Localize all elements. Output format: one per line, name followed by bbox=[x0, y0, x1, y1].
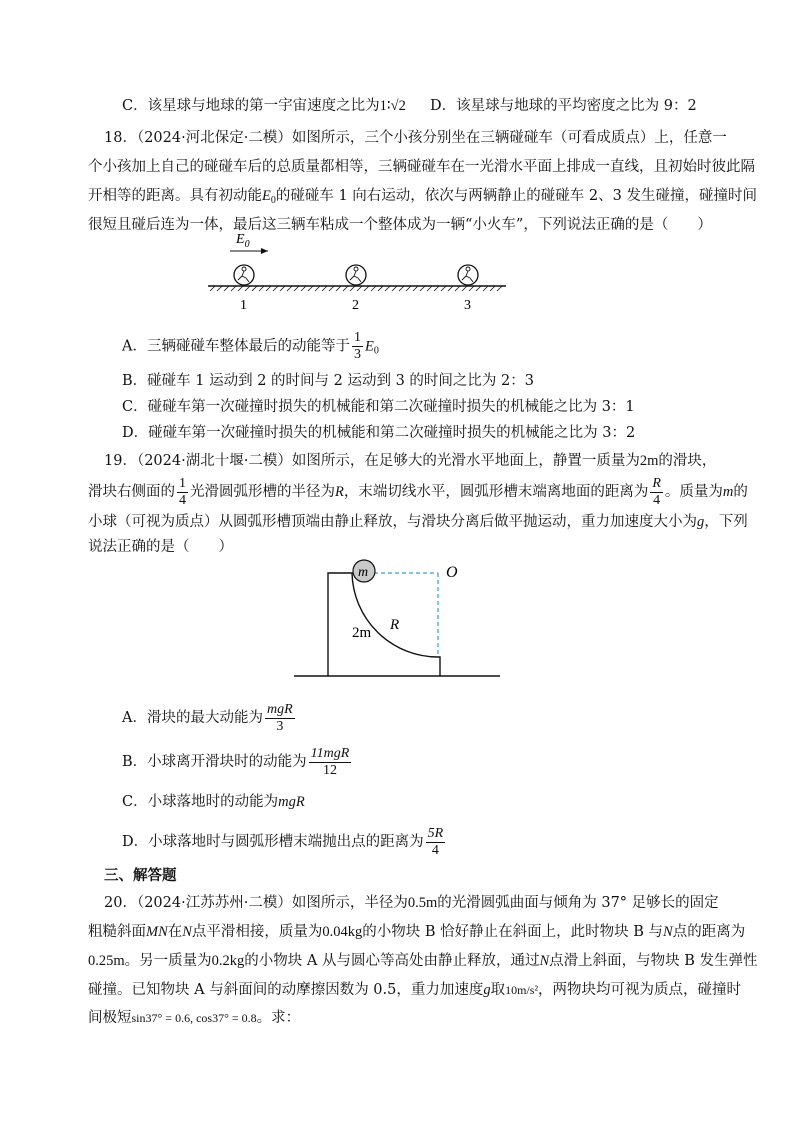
q20-stem-line-5 bbox=[88, 1008, 300, 1028]
q20-mass-b: 0.04kg bbox=[322, 924, 363, 940]
q19-option-d-num: 5R bbox=[427, 825, 444, 841]
q20-stem-2e: 点的距离为 bbox=[672, 924, 746, 940]
q20-stem-2d: 的小物块 B 恰好静止在斜面上，此时物块 B 与 bbox=[362, 924, 664, 940]
q18-bumper-car-2 bbox=[346, 265, 366, 285]
q18-e0-symbol: E bbox=[262, 188, 271, 204]
q19-option-a bbox=[122, 700, 297, 736]
q18-car-label-1: 1 bbox=[240, 298, 247, 313]
q18-option-a-e: E bbox=[364, 338, 374, 355]
q19-stem-2d: 。质量为 bbox=[664, 484, 723, 500]
q20-stem-2a: 粗糙斜面 bbox=[88, 924, 146, 940]
q18-fraction-numerator: 1 bbox=[353, 330, 361, 345]
q18-stem-line-2: 个小孩加上自己的碰碰车后的总质量都相等，三辆碰碰车在一光滑水平面上排成一直线，且初始时彼此隔 bbox=[88, 159, 755, 175]
q18-car-label-3: 3 bbox=[464, 298, 471, 313]
q19-radius-r: R bbox=[335, 484, 344, 500]
q20-point-n-3: N bbox=[539, 953, 550, 969]
q18-stem-line-4: 很短且碰后连为一体，最后这三辆车粘成一个整体成为一辆“小火车”，下列说法正确的是（ ） bbox=[88, 217, 712, 233]
section-title: 三、解答题 bbox=[104, 868, 177, 884]
q20-distance-value: 0.25m bbox=[88, 953, 125, 969]
q18-arrow-head bbox=[261, 248, 268, 254]
q19-gravity-g: g bbox=[697, 514, 705, 530]
q20-stem-line-2 bbox=[88, 922, 745, 942]
q19-stem-1a: 19．（2024·湖北十堰·二模）如图所示，在足够大的光滑水平地面上，静置一质量为 bbox=[104, 453, 640, 469]
q17-option-c bbox=[122, 96, 406, 116]
q19-option-d-fraction bbox=[426, 826, 446, 859]
q19-stem-2b: 光滑圆弧形槽的半径为 bbox=[190, 484, 335, 500]
q20-stem-1b: 的光滑圆弧曲面与倾角为 37° 足够长的固定 bbox=[437, 895, 719, 911]
q20-point-n: N bbox=[182, 924, 192, 940]
q20-stem-5a: 间极短 bbox=[88, 1010, 132, 1026]
q20-stem-4a: 碰撞。已知物块 A 与斜面间的动摩擦因数为 0.5，重力加速度 bbox=[88, 982, 484, 998]
q20-stem-3d: 点滑上斜面，与物块 B 发生弹性 bbox=[549, 953, 758, 969]
q18-stem-line-1: 18．（2024·河北保定·二模）如图所示，三个小孩分别坐在三辆碰碰车（可看成质点）上，任意一 bbox=[104, 130, 727, 146]
q20-stem-4c: ，两物块均可视为质点，碰撞时 bbox=[538, 982, 742, 998]
q19-option-a-fraction bbox=[265, 702, 295, 735]
q18-option-a-fraction bbox=[352, 330, 363, 363]
q19-slider-block bbox=[328, 573, 440, 676]
q19-option-b-num: 11mgR bbox=[310, 745, 350, 761]
q18-car-label-2: 2 bbox=[352, 298, 359, 313]
q19-frac1-den: 4 bbox=[179, 492, 186, 508]
q19-quarter-fraction bbox=[177, 476, 188, 509]
q20-stem-line-1 bbox=[104, 893, 719, 913]
q19-stem-line-4: 说法正确的是（ ） bbox=[88, 539, 233, 555]
q20-gravity-g: g bbox=[483, 982, 491, 998]
q19-radius-label: R bbox=[390, 617, 400, 633]
q19-option-a-num: mgR bbox=[266, 701, 293, 717]
q17-option-c-ratio: 1∶√2 bbox=[379, 98, 406, 114]
q20-stem-line-4 bbox=[88, 980, 741, 1000]
q17-option-d: D．该星球与地球的平均密度之比为 9：2 bbox=[430, 98, 697, 114]
q19-slider-arc-figure bbox=[290, 555, 510, 687]
q19-option-a-den: 3 bbox=[276, 718, 284, 734]
q19-option-b bbox=[122, 744, 353, 780]
q19-mass-m: m bbox=[722, 484, 734, 500]
q19-frac2-num: R bbox=[652, 475, 661, 491]
q20-stem-5b: 。求： bbox=[256, 1010, 301, 1026]
q18-option-a-text: A．三辆碰碰车整体最后的动能等于 bbox=[122, 338, 350, 355]
q20-stem-1a: 20．（2024·江苏苏州·二模）如图所示，半径为 bbox=[104, 895, 408, 911]
q18-stem-line-3b: 的碰碰车 1 向右运动，依次与两辆静止的碰碰车 2、3 发生碰撞，碰撞时间 bbox=[275, 188, 757, 204]
q20-radius-value: 0.5m bbox=[407, 895, 438, 911]
q18-fraction-denominator: 3 bbox=[353, 347, 361, 362]
q19-block-label: 2m bbox=[352, 625, 372, 641]
q19-stem-line-2 bbox=[88, 475, 748, 509]
q19-stem-line-3 bbox=[88, 512, 748, 532]
q19-stem-line-1 bbox=[104, 451, 716, 471]
q20-mass-a: 0.2kg bbox=[211, 953, 245, 969]
q19-stem-2c: ，末端切线水平，圆弧形槽末端离地面的距离为 bbox=[343, 484, 649, 500]
q18-option-d: D．碰碰车第一次碰撞时损失的机械能和第二次碰撞时损失的机械能之比为 3：2 bbox=[122, 425, 636, 441]
q19-option-b-den: 12 bbox=[322, 762, 337, 778]
q18-e0-subscript: 0 bbox=[270, 195, 276, 206]
q19-option-c-text: C．小球落地时的动能为 bbox=[122, 794, 279, 810]
q18-option-a-sub: 0 bbox=[373, 345, 379, 357]
q19-ball-label: m bbox=[358, 565, 369, 580]
q19-mass-2m: 2m bbox=[639, 453, 659, 469]
q18-bumper-car-1 bbox=[234, 265, 254, 285]
q19-frac1-num: 1 bbox=[179, 475, 186, 491]
q19-option-c-value: mgR bbox=[278, 794, 305, 810]
q19-option-c bbox=[122, 792, 305, 812]
q20-stem-line-3 bbox=[88, 951, 758, 971]
q19-option-b-fraction bbox=[309, 746, 352, 779]
q20-stem-2c: 点平滑相接，质量为 bbox=[191, 924, 323, 940]
q19-stem-2e: 的 bbox=[733, 484, 748, 500]
q19-stem-2a: 滑块右侧面的 bbox=[88, 484, 175, 500]
q19-option-b-text: B．小球离开滑块时的动能为 bbox=[122, 754, 307, 770]
q20-trig-values: sin37° = 0.6, cos37° = 0.8 bbox=[131, 1011, 257, 1025]
q20-slope-mn: MN bbox=[146, 924, 168, 940]
q18-figure-e0-label: $E_0$ bbox=[236, 232, 250, 250]
q19-option-d bbox=[122, 824, 447, 860]
q20-point-n-2: N bbox=[663, 924, 673, 940]
q19-option-d-text: D．小球落地时与圆弧形槽末端抛出点的距离为 bbox=[122, 834, 424, 850]
q20-stem-3c: 的小物块 A 从与圆心等高处由静止释放，通过 bbox=[244, 953, 540, 969]
q20-stem-4b: 取 bbox=[490, 982, 506, 998]
q20-gravity-value: 10m/s² bbox=[505, 983, 539, 997]
q20-stem-3b: 。另一质量为 bbox=[124, 953, 212, 969]
q18-stem-line-3 bbox=[88, 186, 757, 211]
q18-bumper-car-3 bbox=[458, 265, 478, 285]
q19-option-a-text: A．滑块的最大动能为 bbox=[122, 710, 263, 726]
q19-stem-1c: 的滑块， bbox=[658, 453, 717, 469]
q19-center-label: O bbox=[446, 564, 458, 581]
q19-frac2-den: 4 bbox=[653, 492, 661, 508]
q18-option-b: B．碰碰车 1 运动到 2 的时间与 2 运动到 3 的时间之比为 2：3 bbox=[122, 373, 534, 389]
q18-stem-line-3a: 开相等的距离。具有初动能 bbox=[88, 188, 262, 204]
q18-ground-hatch bbox=[210, 286, 502, 291]
q20-stem-2b: 在 bbox=[167, 924, 183, 940]
q19-stem-3a: 小球（可视为质点）从圆弧形槽顶端由静止释放，与滑块分离后做平抛运动，重力加速度大小为 bbox=[88, 514, 697, 530]
q19-option-d-den: 4 bbox=[431, 842, 439, 858]
q18-bumper-car-figure bbox=[200, 225, 520, 315]
q19-stem-3b: ，下列 bbox=[704, 514, 748, 530]
q17-option-c-text: C．该星球与地球的第一宇宙速度之比为 bbox=[122, 98, 380, 114]
q18-option-a bbox=[122, 330, 379, 368]
q18-option-c: C．碰碰车第一次碰撞时损失的机械能和第二次碰撞时损失的机械能之比为 3：1 bbox=[122, 399, 635, 415]
q19-height-fraction bbox=[650, 476, 663, 509]
